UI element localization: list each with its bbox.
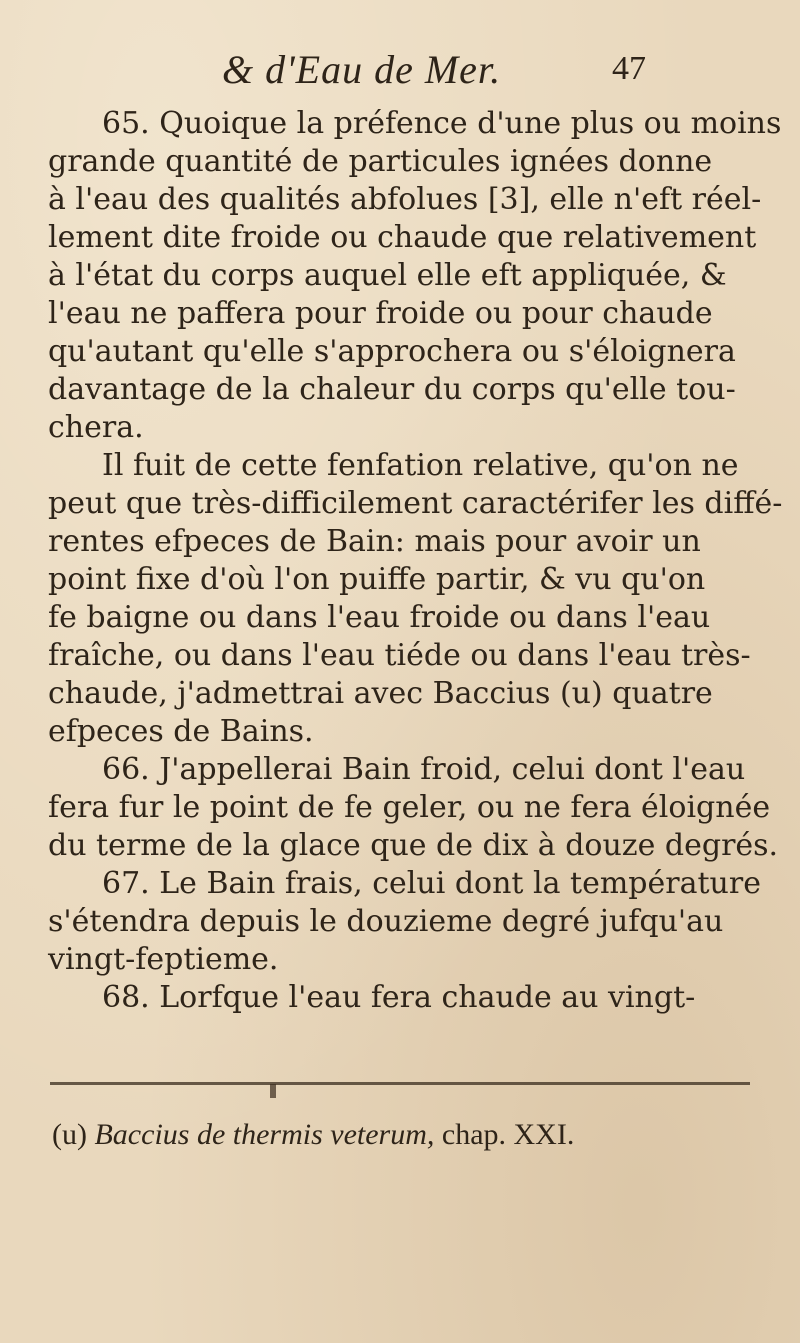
text-line: s'étendra depuis le douzieme degré jufqu'au [48,904,724,939]
footnote-marker: (u) [52,1118,87,1151]
page-header [0,46,800,96]
text-line: l'eau ne paffera pour froide ou pour chaude [48,296,713,331]
footnote-citation: Baccius de thermis veterum, [94,1118,435,1151]
text-line: du terme de la glace que de dix à douze degrés. [48,828,779,863]
text-line: 68. Lorfque l'eau fera chaude au vingt- [102,980,696,1015]
text-line: grande quantité de particules ignées donne [48,144,713,179]
text-line: 66. J'appellerai Bain froid, celui dont l'eau [102,752,746,787]
text-line: fraîche, ou dans l'eau tiéde ou dans l'eau très- [48,638,751,673]
text-line: peut que très-difficilement caractérifer les diffé- [48,486,783,521]
text-line: à l'état du corps auquel elle eft appliquée, & [48,258,727,293]
text-line: chaude, j'admettrai avec Baccius (u) quatre [48,676,713,711]
footnote-chapter: chap. XXI. [441,1118,575,1151]
text-line: chera. [48,410,144,445]
page-number: 47 [612,50,646,87]
text-line: rentes efpeces de Bain: mais pour avoir un [48,524,701,559]
text-line: Il fuit de cette fenfation relative, qu'on ne [102,448,739,483]
footnote-rule [50,1082,750,1085]
text-line: vingt-feptieme. [48,942,279,977]
text-line: lement dite froide ou chaude que relativement [48,220,757,255]
footnote-rule-mark [270,1084,276,1098]
text-line: à l'eau des qualités abfolues [3], elle n'eft réel- [48,182,762,217]
text-line: fe baigne ou dans l'eau froide ou dans l'eau [48,600,711,635]
text-line: qu'autant qu'elle s'approchera ou s'éloignera [48,334,736,369]
footnote [52,1118,574,1152]
text-line: 67. Le Bain frais, celui dont la température [102,866,761,901]
text-line: davantage de la chaleur du corps qu'elle tou- [48,372,736,407]
running-title: & d'Eau de Mer. [222,47,502,92]
text-line: point fixe d'où l'on puiffe partir, & vu qu'on [48,562,706,597]
text-line: efpeces de Bains. [48,714,314,749]
text-line: 65. Quoique la préfence d'une plus ou moins [102,106,782,141]
text-line: fera fur le point de fe geler, ou ne fera éloignée [48,790,771,825]
